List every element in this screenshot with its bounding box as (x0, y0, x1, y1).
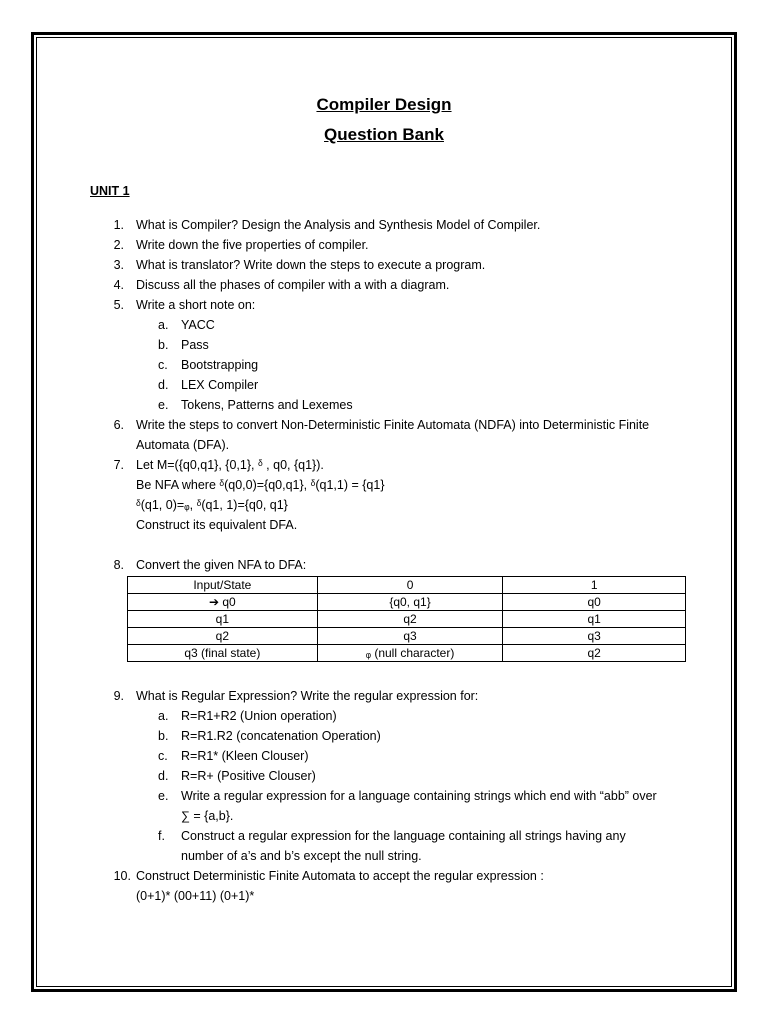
sub-letter: f. (158, 829, 165, 843)
question-number: 6. (113, 418, 124, 432)
sub-letter: a. (158, 318, 169, 332)
q9-item-e-line2: ∑ = {a,b}. (181, 809, 234, 823)
question-number: 1. (113, 218, 124, 232)
question-10-line2: (0+1)* (00+11) (0+1)* (136, 889, 255, 903)
q9-item-f-line1: Construct a regular expression for the language containing all strings having any (181, 829, 626, 843)
table-row (128, 645, 686, 662)
sub-letter: c. (158, 749, 168, 763)
table-row (128, 628, 686, 645)
table-cell: {q0, q1} (317, 594, 503, 611)
question-7-line4: Construct its equivalent DFA. (136, 518, 298, 532)
q9-item-b: R=R1.R2 (concatenation Operation) (181, 729, 381, 743)
sub-letter: e. (158, 789, 169, 803)
question-8: Convert the given NFA to DFA: (136, 558, 307, 572)
question-number: 5. (113, 298, 124, 312)
table-cell: ᵩ (null character) (317, 645, 503, 662)
table-cell: q0 (503, 594, 686, 611)
sub-letter: b. (158, 729, 169, 743)
table-cell: q2 (128, 628, 318, 645)
q5-item: Bootstrapping (181, 358, 259, 372)
q9-item-a: R=R1+R2 (Union operation) (181, 709, 337, 723)
question-2: Write down the five properties of compiler. (136, 238, 369, 252)
sub-letter: d. (158, 378, 169, 392)
q5-item: YACC (181, 318, 215, 332)
table-cell: ➔ q0 (128, 594, 318, 611)
table-cell: q3 (317, 628, 503, 645)
q9-item-c: R=R1* (Kleen Clouser) (181, 749, 309, 763)
question-10-line1: Construct Deterministic Finite Automata to accept the regular expression : (136, 869, 544, 883)
table-row (128, 594, 686, 611)
question-1: What is Compiler? Design the Analysis and Synthesis Model of Compiler. (136, 218, 541, 232)
table-cell: q2 (317, 611, 503, 628)
sub-letter: b. (158, 338, 169, 352)
q9-item-d: R=R+ (Positive Clouser) (181, 769, 316, 783)
question-number: 9. (113, 689, 124, 703)
document-title: Compiler Design (316, 95, 452, 114)
question-7-line3: ᵟ(q1, 0)=ᵩ, ᵟ(q1, 1)={q0, q1} (136, 498, 288, 512)
table-header-cell: Input/State (128, 577, 318, 594)
table-header-cell: 0 (317, 577, 503, 594)
table-cell: q2 (503, 645, 686, 662)
document-subtitle: Question Bank (324, 125, 444, 144)
sub-letter: c. (158, 358, 168, 372)
table-cell: q1 (128, 611, 318, 628)
question-number: 3. (113, 258, 124, 272)
q9-item-f-line2: number of a’s and b’s except the null string. (181, 849, 422, 863)
q9-item-e-line1: Write a regular expression for a language containing strings which end with “abb” over (181, 789, 657, 803)
q5-item: Pass (181, 338, 209, 352)
question-number: 10. (113, 869, 131, 883)
question-4: Discuss all the phases of compiler with a with a diagram. (136, 278, 450, 292)
question-6-line2: Automata (DFA). (136, 438, 230, 452)
sub-letter: a. (158, 709, 169, 723)
question-3: What is translator? Write down the steps to execute a program. (136, 258, 486, 272)
question-number: 8. (113, 558, 124, 572)
nfa-table (127, 576, 686, 662)
question-9: What is Regular Expression? Write the regular expression for: (136, 689, 479, 703)
q5-item: LEX Compiler (181, 378, 259, 392)
question-5: Write a short note on: (136, 298, 256, 312)
question-6-line1: Write the steps to convert Non-Deterministic Finite Automata (NDFA) into Deterministic Finite (136, 418, 650, 432)
table-row (128, 611, 686, 628)
sub-letter: d. (158, 769, 169, 783)
table-cell: q3 (final state) (128, 645, 318, 662)
unit-heading: UNIT 1 (90, 184, 130, 198)
question-7-line2: Be NFA where ᵟ(q0,0)={q0,q1}, ᵟ(q1,1) = {q1} (136, 478, 385, 492)
question-number: 2. (113, 238, 124, 252)
table-header-row (128, 577, 686, 594)
q5-item: Tokens, Patterns and Lexemes (181, 398, 353, 412)
question-number: 4. (113, 278, 124, 292)
question-number: 7. (113, 458, 124, 472)
table-header-cell: 1 (503, 577, 686, 594)
question-7-line1: Let M=({q0,q1}, {0,1}, ᵟ , q0, {q1}). (136, 458, 324, 472)
sub-letter: e. (158, 398, 169, 412)
table-cell: q3 (503, 628, 686, 645)
table-cell: q1 (503, 611, 686, 628)
